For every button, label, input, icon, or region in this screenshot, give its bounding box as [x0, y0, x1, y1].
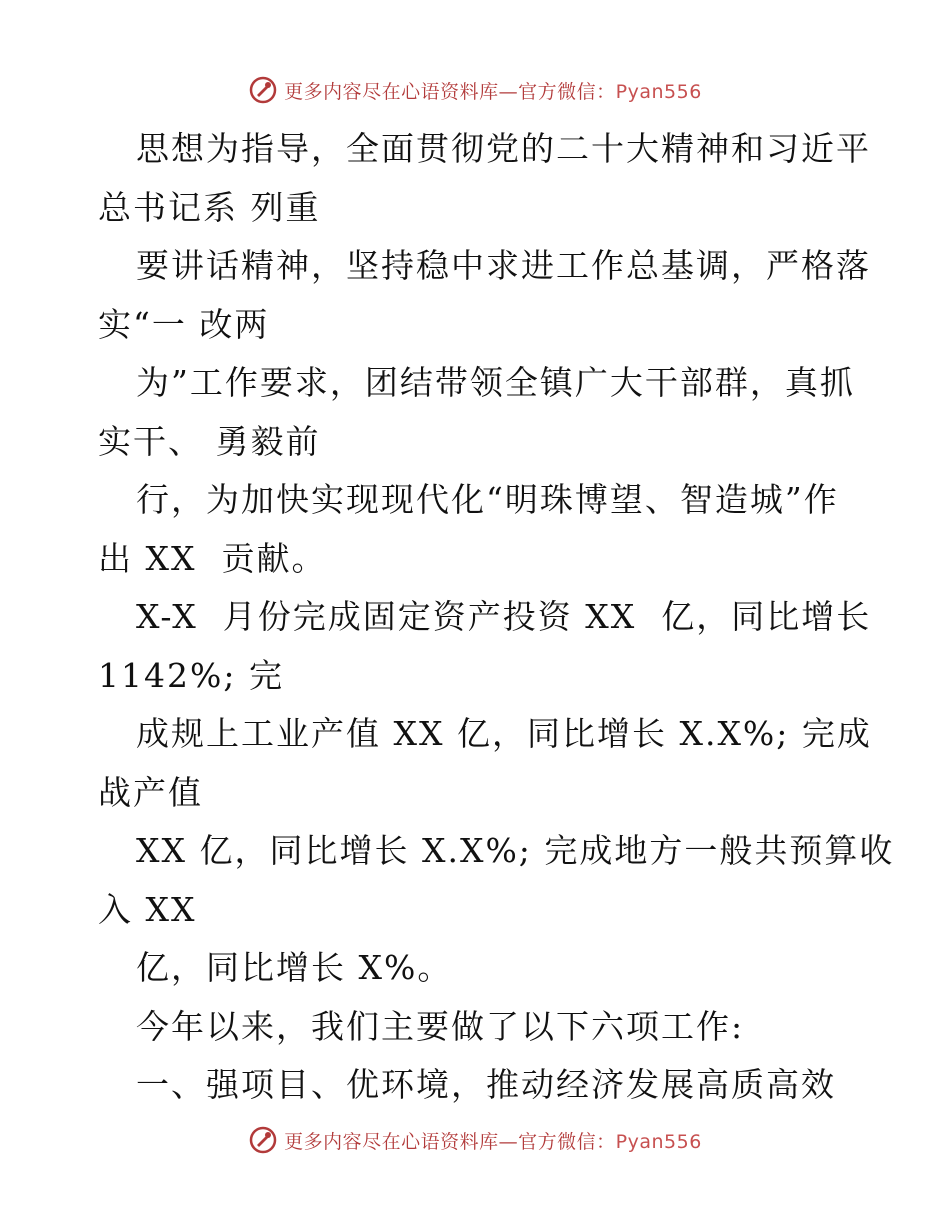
wechat-id: Pyan556: [615, 80, 702, 103]
document-body: [98, 120, 895, 1115]
body-line: 出 XX 贡献。: [98, 538, 327, 578]
section-heading: 一、强项目、优环境，推动经济发展高质高效: [136, 1065, 836, 1104]
body-line: 1142%; 完: [98, 655, 284, 695]
body-line: 为”工作要求，团结带领全镇广大干部群，真抓: [136, 363, 855, 402]
footer-watermark: [0, 1120, 950, 1160]
body-line: 成规上工业产值 XX 亿，同比增长 X.X%; 完成: [136, 714, 872, 753]
body-line: 总书记系 列重: [98, 187, 321, 227]
body-line: 亿，同比增长 X%。: [136, 948, 453, 987]
logo-icon: [248, 1125, 278, 1155]
body-line: 入 XX: [98, 889, 197, 929]
body-line: X-X 月份完成固定资产投资 XX 亿，同比增长: [136, 597, 872, 636]
watermark-text: [284, 1127, 702, 1154]
body-line: 行，为加快实现现代化“明珠博望、智造城”作: [136, 480, 839, 519]
body-line: 实“一 改两: [98, 304, 270, 344]
wechat-id: Pyan556: [615, 1130, 702, 1153]
watermark-label: 更多内容尽在心语资料库—官方微信：: [284, 1130, 616, 1153]
body-line: XX 亿，同比增长 X.X%; 完成地方一般共预算收: [136, 831, 895, 870]
watermark-text: [284, 77, 702, 104]
body-line: 战产值: [98, 772, 203, 812]
body-line: 思想为指导，全面贯彻党的二十大精神和习近平: [136, 129, 871, 168]
body-line: 要讲话精神，坚持稳中求进工作总基调，严格落: [136, 246, 871, 285]
logo-icon: [248, 75, 278, 105]
body-line: 今年以来，我们主要做了以下六项工作:: [136, 1006, 745, 1046]
watermark-label: 更多内容尽在心语资料库—官方微信：: [284, 80, 616, 103]
body-line: 实干、 勇毅前: [98, 421, 321, 461]
header-watermark: [0, 70, 950, 110]
